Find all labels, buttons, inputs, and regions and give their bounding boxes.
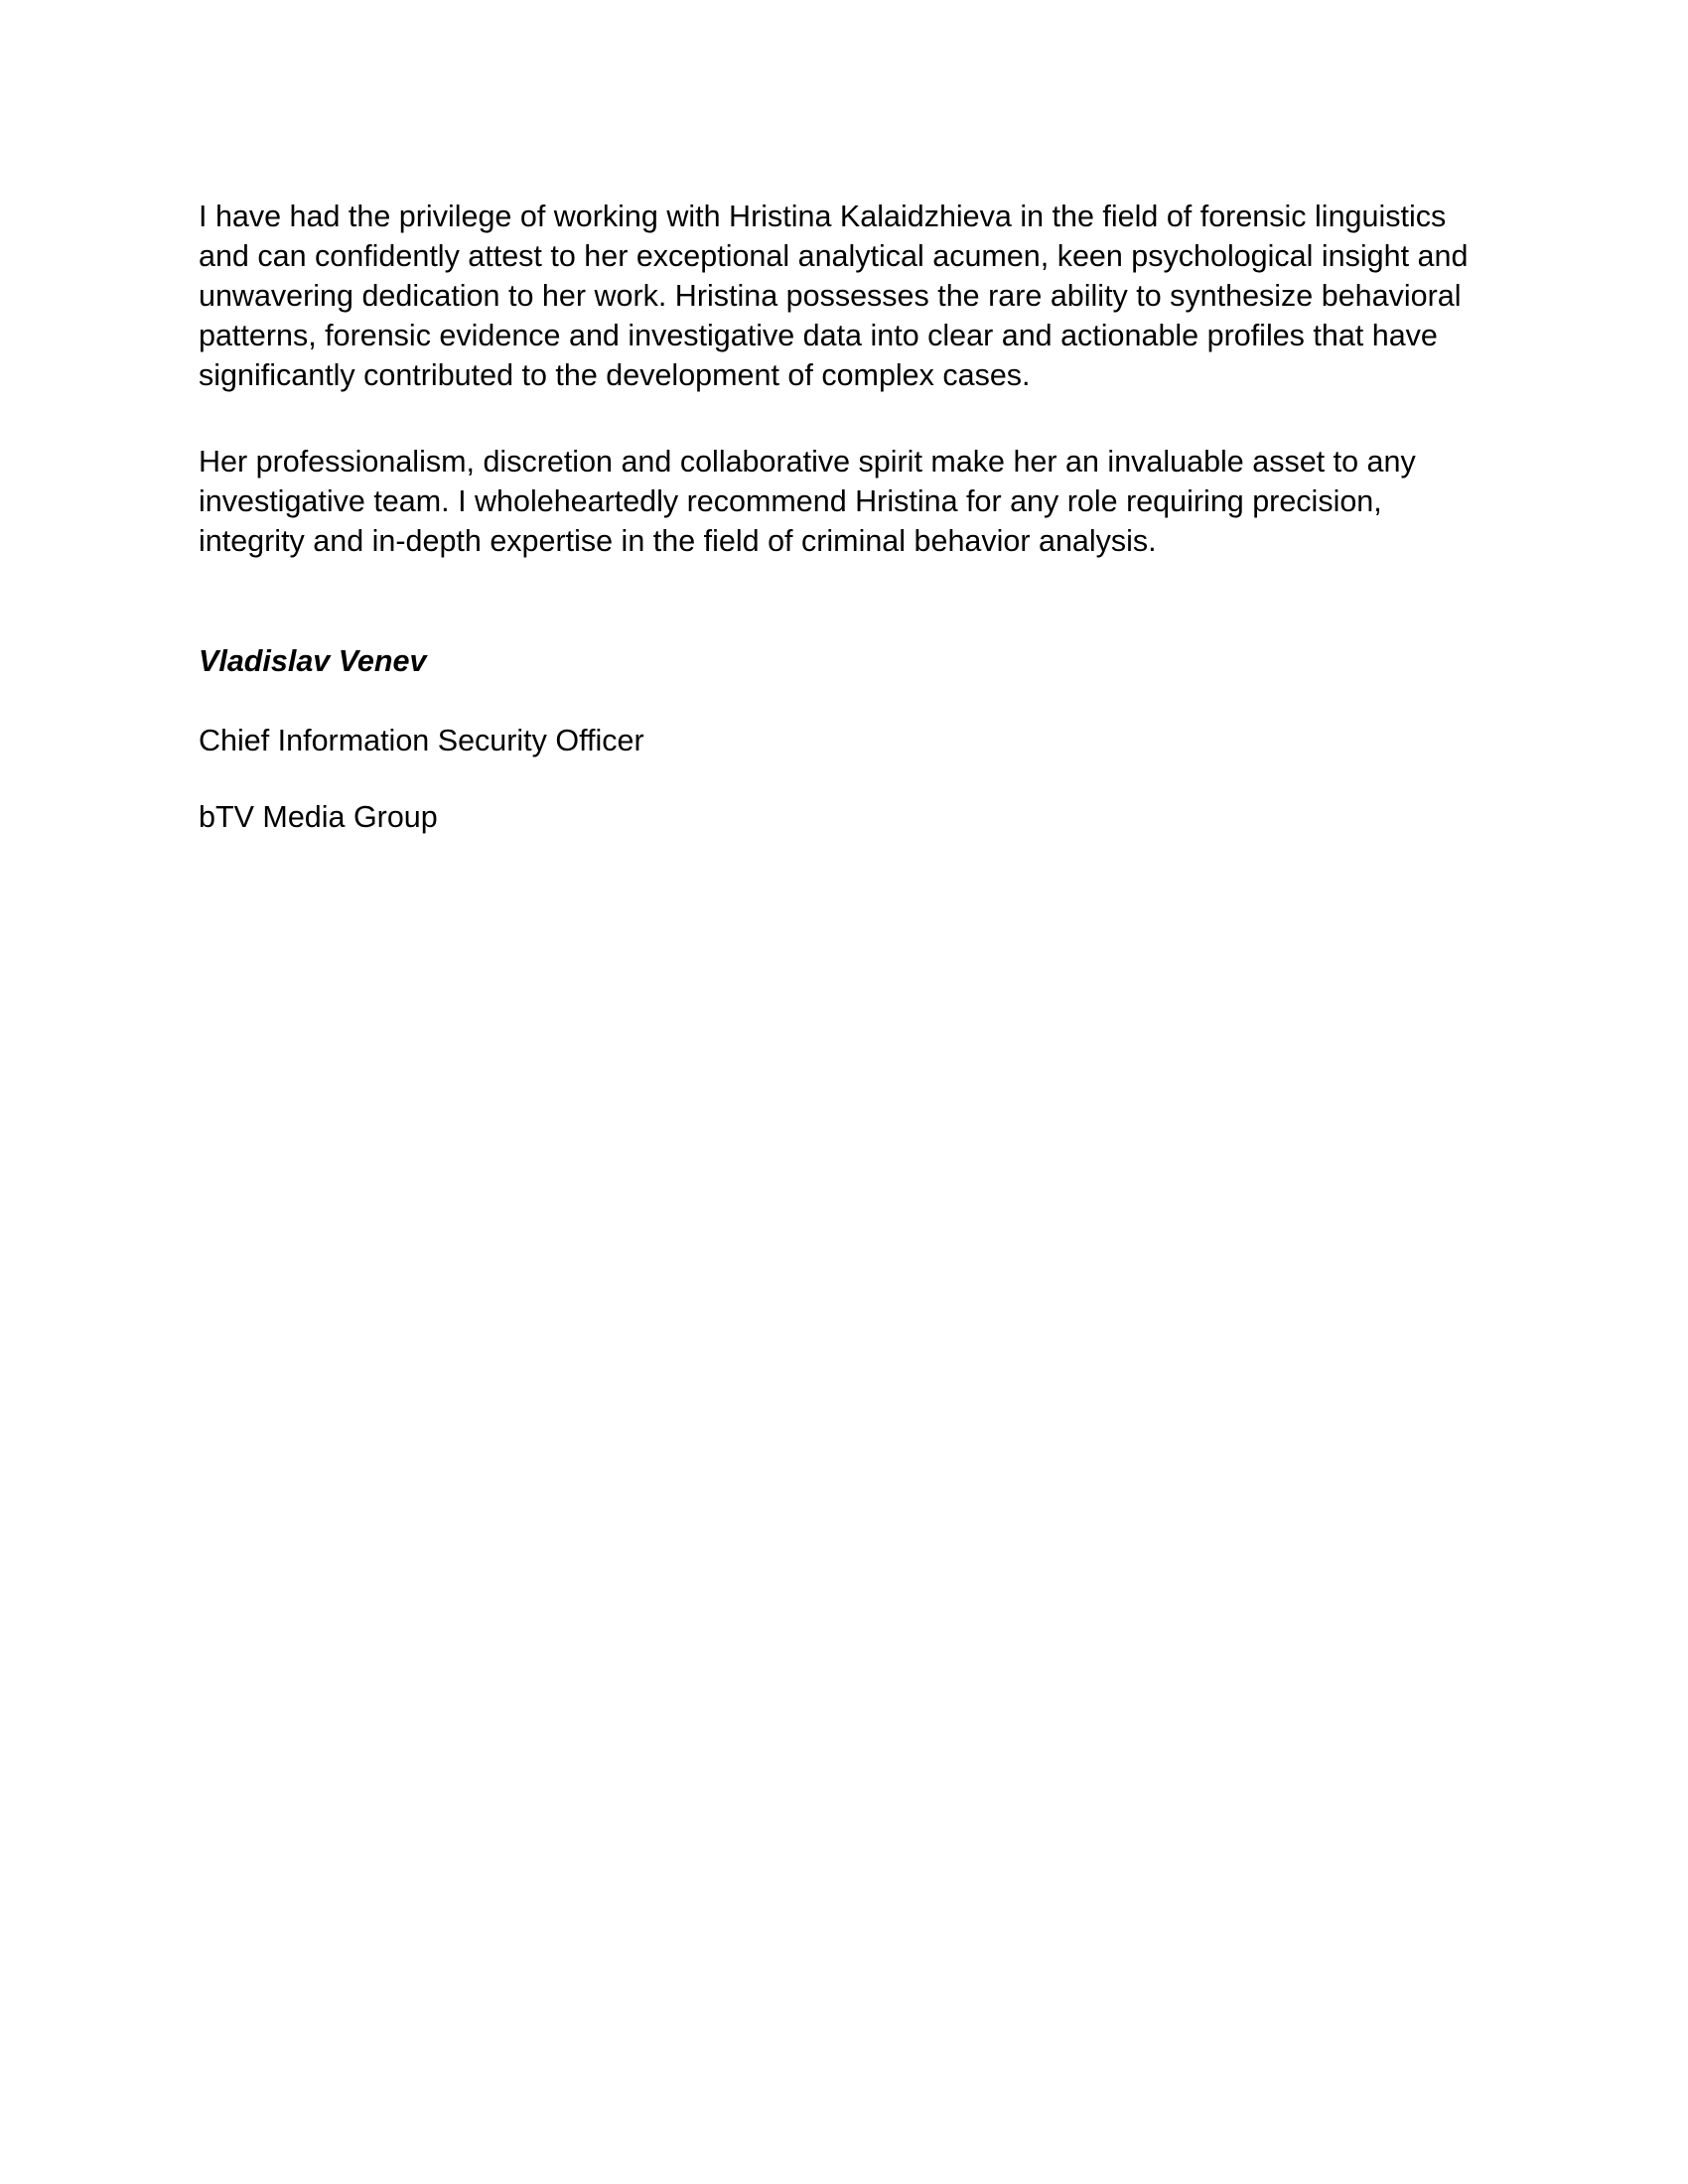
body-paragraph-2: Her professionalism, discretion and collaborative spirit make her an invaluable asset to any investigative team. I wholeheartedly recommend Hristina for any role requiring precision, integrity and in-depth expertise in the field of criminal behavior analysis. [199, 445, 1416, 558]
signature-organization: bTV Media Group [199, 800, 438, 834]
body-paragraph-1: I have had the privilege of working with Hristina Kalaidzhieva in the field of forensic linguistics and can confidently attest to her exceptional analytical acumen, keen psychological insight and unwavering dedication to her work. Hristina possesses the rare ability to synthesize behavioral patterns, forensic evidence and investigative data into clear and actionable profiles that have significantly contributed to the development of complex cases. [199, 200, 1469, 392]
letter-body [199, 197, 1485, 837]
signature-name: Vladislav Venev [199, 644, 427, 678]
signature-title: Chief Information Security Officer [199, 724, 644, 757]
